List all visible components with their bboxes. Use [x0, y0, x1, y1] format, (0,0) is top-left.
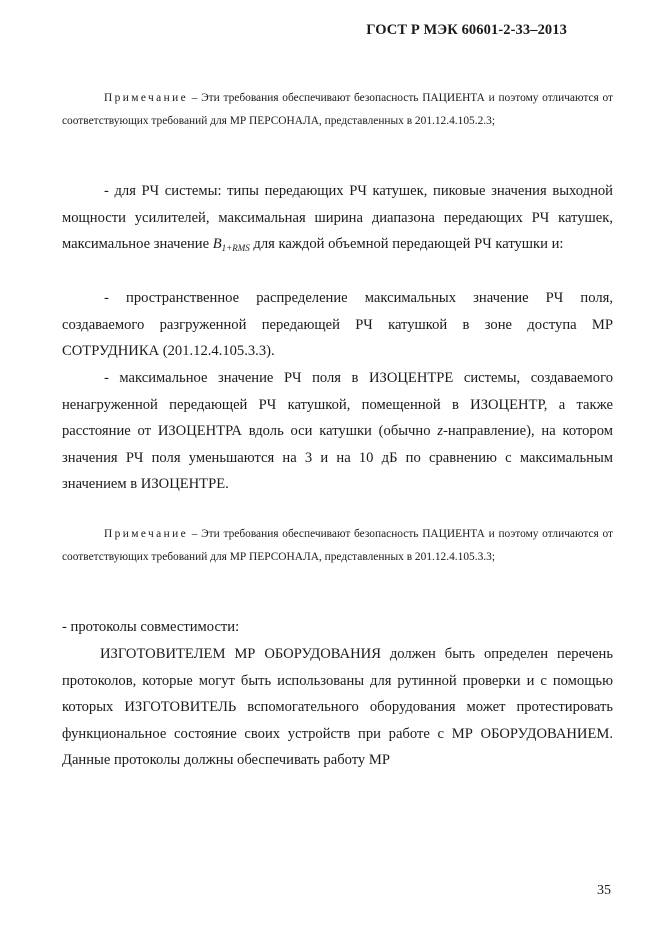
note-label: Примечание — [104, 528, 189, 540]
page-number: 35 — [597, 883, 611, 898]
manufacturer-paragraph: ИЗГОТОВИТЕЛЕМ МР ОБОРУДОВАНИЯ должен быть определен перечень протоколов, которые могут быть использованы для рутинной проверки и с помощью которых ИЗГОТОВИТЕЛЬ вспомогательного оборудования может протестировать функциональное состояние своих устройств при работе с МР ОБОРУДОВАНИЕМ. Данные протоколы должны обеспечивать работу МР — [62, 646, 613, 769]
note-text: – Эти требования обеспечивают безопасность ПАЦИЕНТА и поэтому отличаются от соответствующих требований для МР ПЕРСОНАЛА, представленных в 201.12.4.105.3.3; — [62, 528, 613, 563]
note-patient-safety-2 — [62, 523, 613, 568]
isocenter-max-item: - максимальное значение РЧ поля в ИЗОЦЕНТРЕ системы, создаваемого ненагруженной передающей РЧ катушкой, помещенной в ИЗОЦЕНТР, а также расстояние от ИЗОЦЕНТРА вдоль оси катушки (обычно z-направление), на котором значения РЧ поля уменьшаются на 3 и на 10 дБ по сравнению с максимальным значением в ИЗОЦЕНТРЕ. — [62, 370, 613, 493]
note-label: Примечание — [104, 92, 189, 104]
note-text: – Эти требования обеспечивают безопасность ПАЦИЕНТА и поэтому отличаются от соответствующих требований для МР ПЕРСОНАЛА, представленных в 201.12.4.105.2.3; — [62, 92, 613, 127]
document-header: ГОСТ Р МЭК 60601-2-33–2013 — [366, 22, 567, 38]
b1rms-symbol: $B_{1+RMS}$ — [212, 236, 250, 254]
protocols-item: - протоколы совместимости: — [62, 619, 240, 635]
note-patient-safety-1 — [62, 87, 613, 132]
z-axis-symbol: z — [437, 423, 443, 440]
rf-system-item: - для РЧ системы: типы передающих РЧ катушек, пиковые значения выходной мощности усилителей, максимальная ширина диапазона передающих РЧ катушек, максимальное значение $B_{1+RMS}$ для каждой объемной передающей РЧ катушки и: — [62, 183, 613, 254]
spatial-distribution-item: - пространственное распределение максимальных значение РЧ поля, создаваемого разгруженной передающей РЧ катушкой в зоне доступа МР СОТРУДНИКА (201.12.4.105.3.3). — [62, 290, 613, 360]
